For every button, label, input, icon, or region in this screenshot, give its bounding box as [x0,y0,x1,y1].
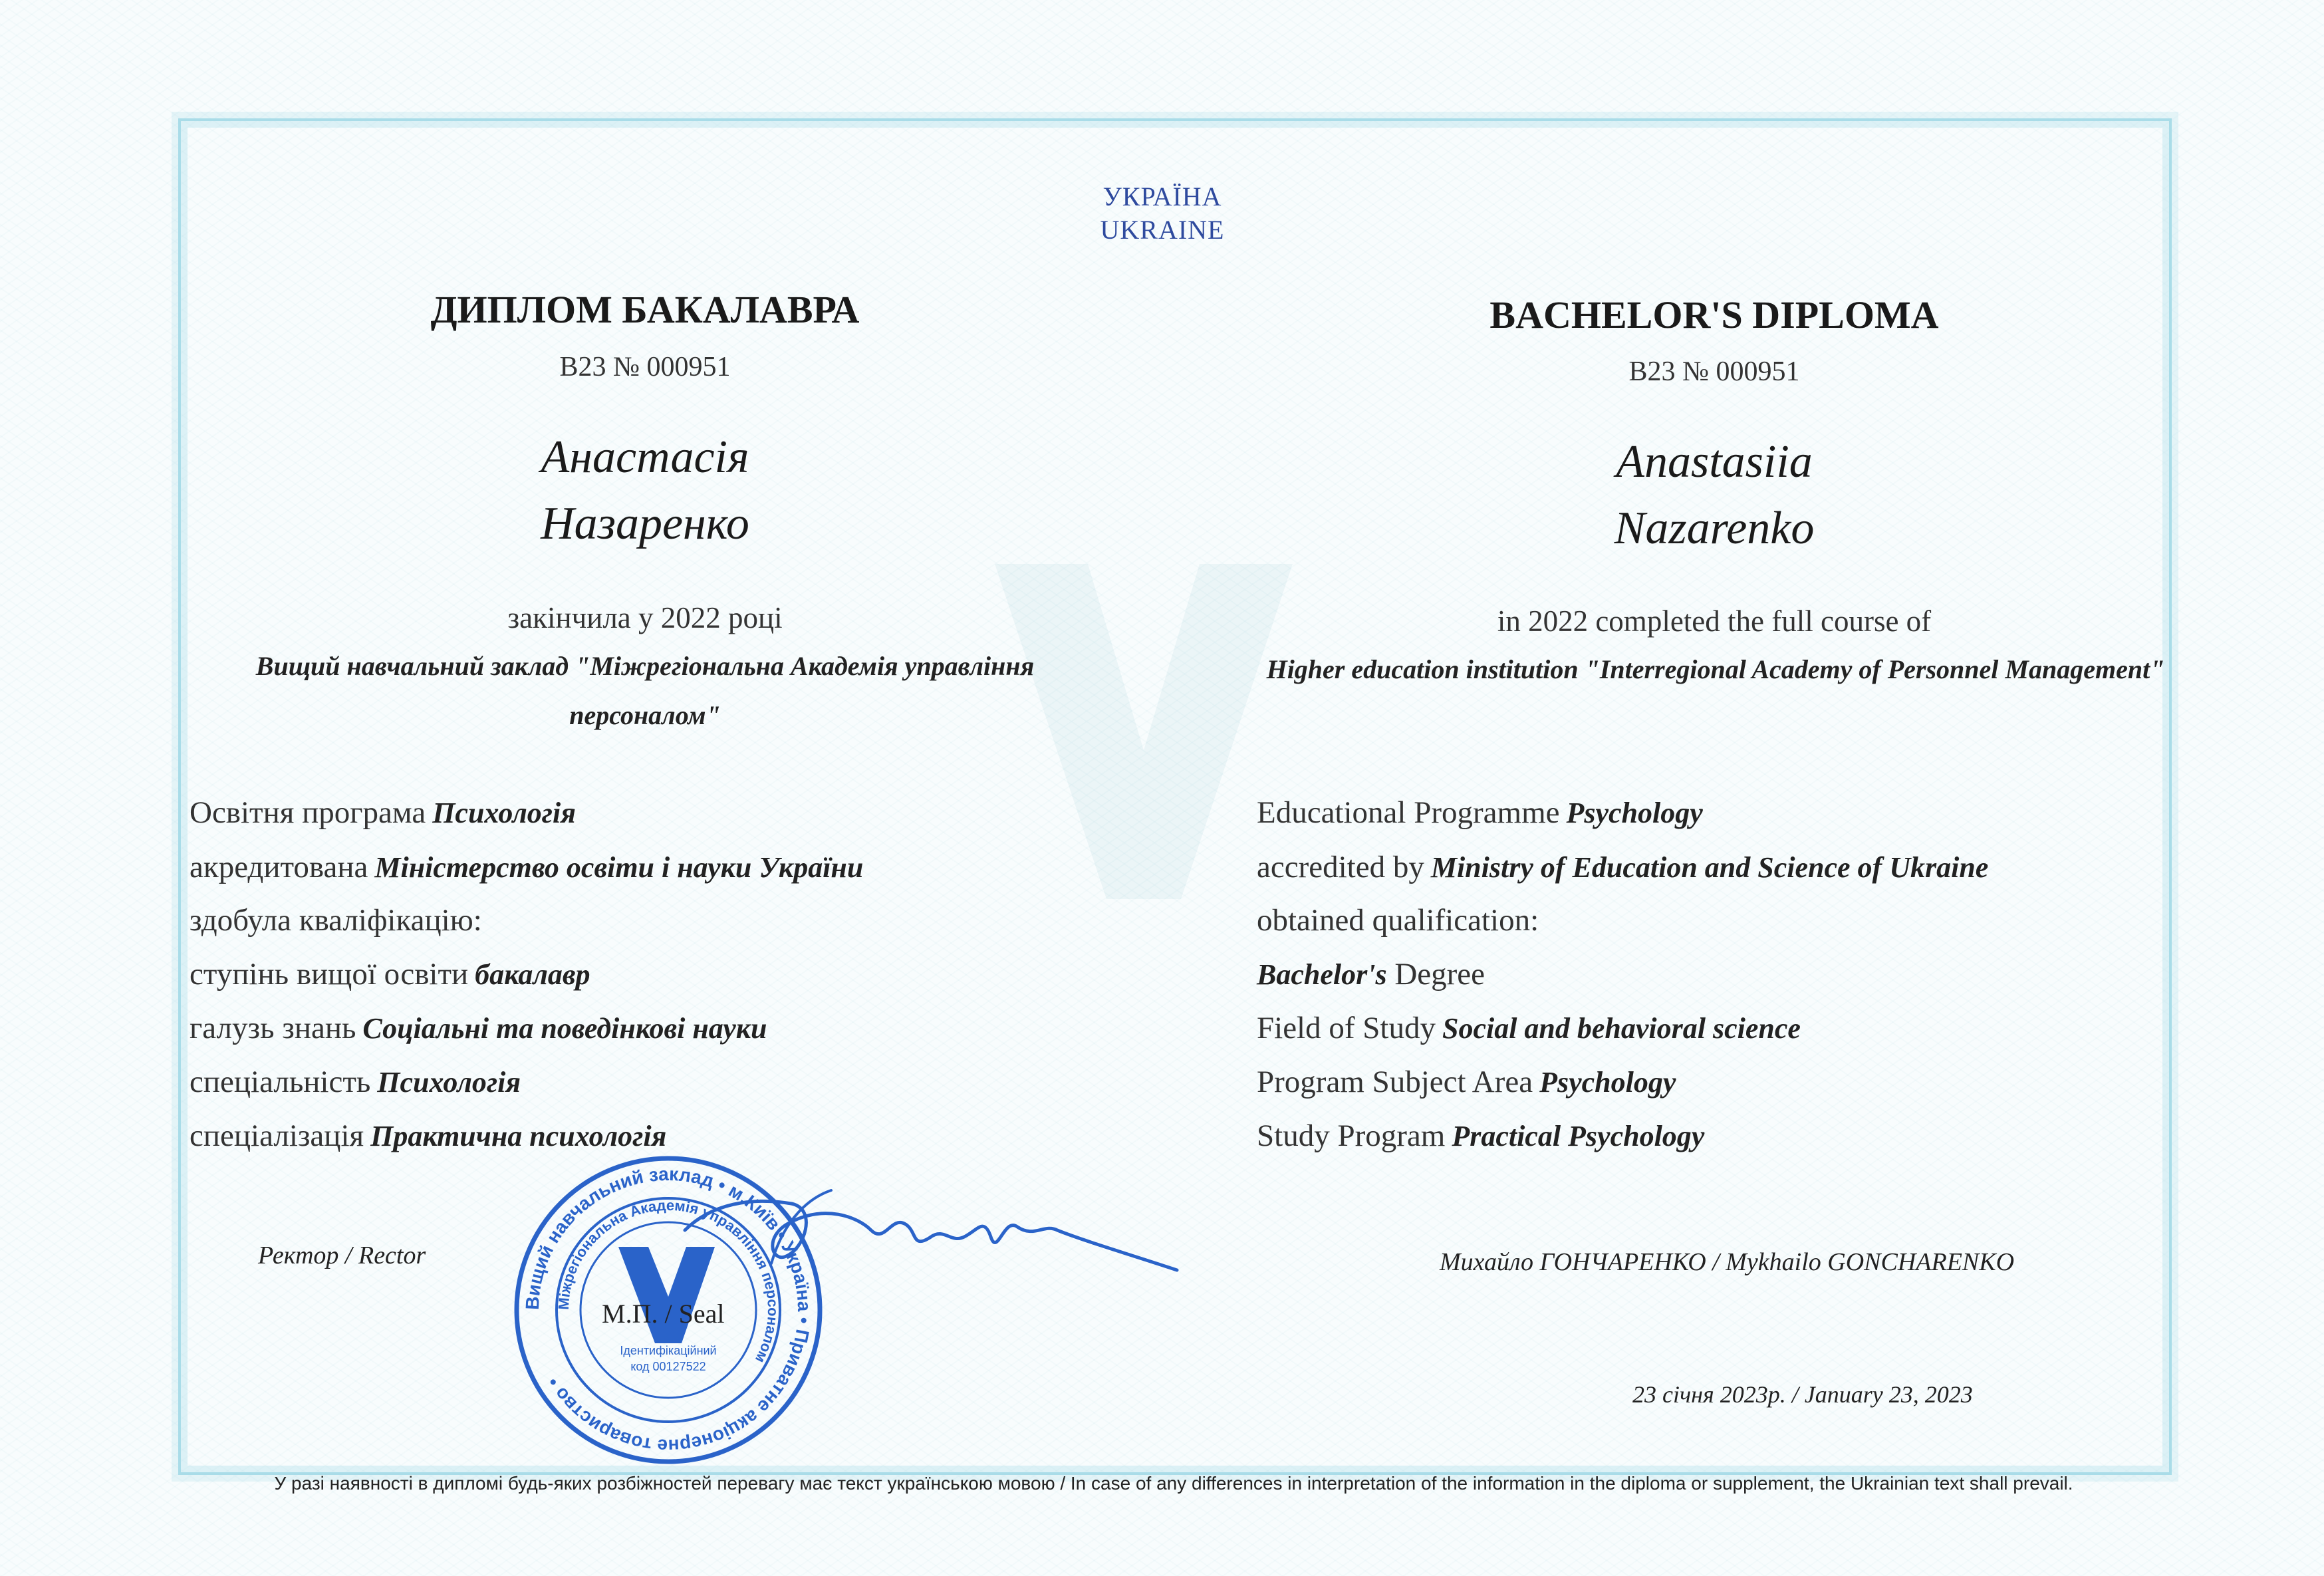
ua-row-specialty: спеціальність Психологія [190,1065,521,1099]
ua-row-programme: Освітня програма Психологія [190,795,576,830]
institution-ua: Вищий навчальний заклад "Міжрегіональна Академія управління персоналом" [255,651,1035,730]
institution-en: Higher education institution "Interregional Academy of Personnel Management" [1266,654,2165,684]
first-name-ua: Анастасія [541,432,749,483]
en-row-programme: Educational Programme Psychology [1257,795,1703,830]
rector-name: Михайло ГОНЧАРЕНКО / Mykhailo GONCHARENKO [1440,1248,2015,1276]
serial-en: В23 № 000951 [1628,356,1800,387]
title-en: BACHELOR'S DIPLOMA [1489,293,1939,336]
ua-row-accredited: акредитована Міністерство освіти і науки України [190,850,864,884]
first-name-en: Anastasiia [1616,436,1813,487]
country-ua: УКРАЇНА [1102,182,1222,211]
last-name-en: Nazarenko [1614,503,1815,554]
ua-row-degree: ступінь вищої освіти бакалавр [190,957,590,991]
seal-label: М.П. / Seal [602,1299,725,1329]
ua-row-qualification: здобула кваліфікацію: [190,903,482,938]
ua-row-field: галузь знань Соціальні та поведінкові науки [190,1011,767,1045]
en-row-study-program: Study Program Practical Psychology [1257,1118,1705,1153]
en-row-qualification: obtained qualification: [1257,903,1539,938]
signature-date: 23 січня 2023р. / January 23, 2023 [1632,1381,1973,1408]
completed-en: in 2022 completed the full course of [1497,604,1932,638]
serial-ua: В23 № 000951 [559,352,731,382]
en-row-subject-area: Program Subject Area Psychology [1257,1065,1676,1099]
en-row-degree: Bachelor's Degree [1257,957,1485,991]
last-name-ua: Назаренко [541,498,749,549]
seal-id-line1: Ідентифікаційний [620,1344,717,1357]
rector-label: Ректор / Rector [258,1242,426,1269]
country-en: UKRAINE [1100,215,1225,245]
language-precedence-note: У разі наявності в дипломі будь-яких розбіжностей перевагу має текст українською мовою / In case of any differences in interpretation of the information in the diploma or supplement, the Ukrainian text shall prevail. [274,1473,2073,1494]
title-ua: ДИПЛОМ БАКАЛАВРА [430,288,860,331]
seal-id-line2: код 00127522 [630,1360,706,1373]
seal-outer-text: Вищий навчальний заклад • м.Київ • Україна • Приватне акціонерне товариство • [521,1163,815,1457]
rector-signature [672,1177,1190,1290]
completed-ua: закінчила у 2022 році [507,601,783,634]
ua-row-specialization: спеціалізація Практична психологія [190,1118,667,1153]
en-row-accredited: accredited by Ministry of Education and Science of Ukraine [1257,850,1989,884]
seal-inner-text: Міжрегіональна Академія управління персоналом [555,1196,782,1366]
en-row-field: Field of Study Social and behavioral science [1257,1011,1801,1045]
